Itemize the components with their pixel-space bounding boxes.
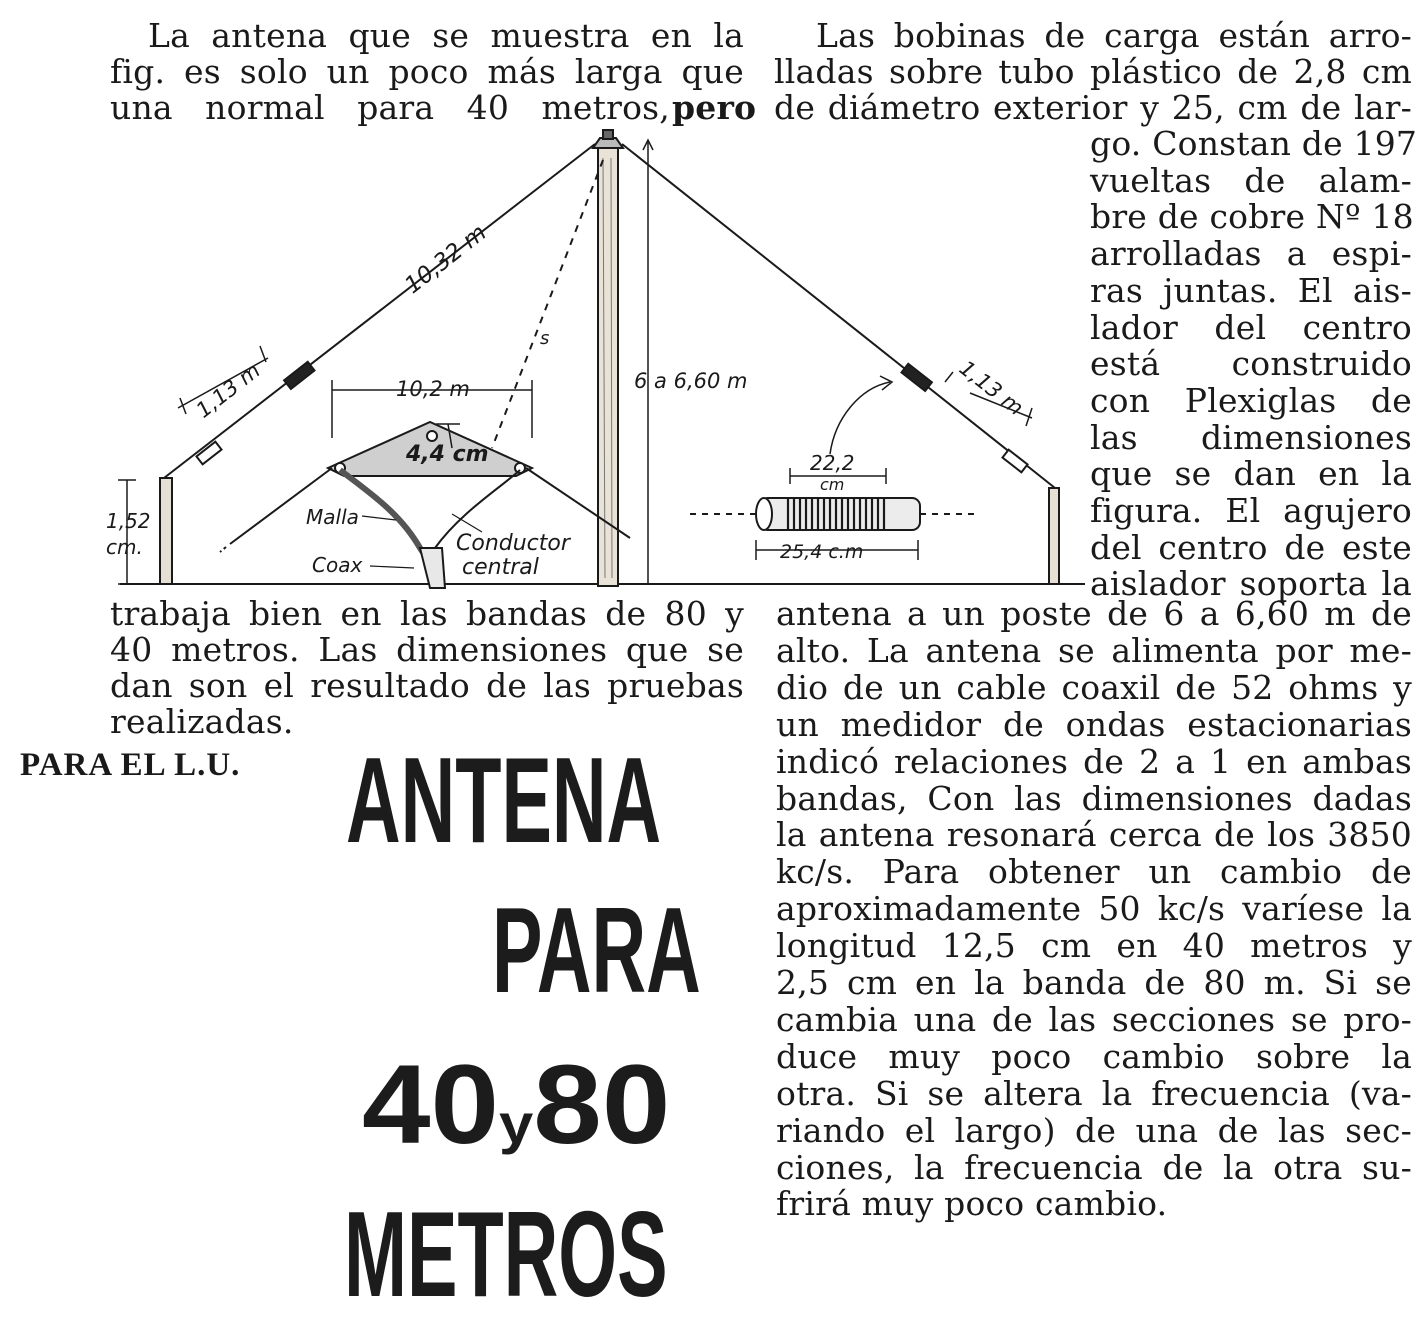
headline-line-3 bbox=[362, 1040, 670, 1169]
guy-line bbox=[492, 160, 603, 448]
label-hole-offset: 4,4 cm bbox=[406, 442, 489, 467]
right-loading-coil bbox=[901, 364, 931, 391]
label-malla: Malla bbox=[306, 505, 359, 529]
text-line: ciones, la frecuencia de la otra su- bbox=[776, 1147, 1412, 1187]
label-coil-winding-value: 22,2 bbox=[810, 451, 855, 475]
label-post-height-unit: cm. bbox=[106, 535, 143, 559]
text-line: frirá muy poco cambio. bbox=[776, 1184, 1168, 1224]
bold-word: pero bbox=[672, 88, 757, 127]
text-line: La antena que se muestra en la bbox=[148, 16, 744, 55]
label-conductor-1: Conductor bbox=[456, 531, 570, 556]
text-line: con Plexiglas de bbox=[1090, 380, 1412, 420]
right-wire bbox=[622, 144, 1055, 488]
coil-detail bbox=[760, 498, 920, 530]
text-line: antena a un poste de 6 a 6,60 m de bbox=[776, 594, 1412, 633]
text-line: arrolladas a espi- bbox=[1090, 234, 1412, 274]
label-section-right: 1,13 m bbox=[954, 355, 1028, 421]
label-guy-mark: s bbox=[540, 328, 550, 349]
text-line: realizadas. bbox=[110, 702, 294, 741]
label-section-left: 1,13 m bbox=[191, 358, 265, 423]
detail-arrow bbox=[830, 382, 890, 454]
text-line: una normal para 40 metros, bbox=[110, 88, 670, 127]
text-line: está construido bbox=[1090, 344, 1412, 384]
text-line: que se dan en la bbox=[1090, 454, 1412, 494]
text-line: vueltas de alam- bbox=[1090, 160, 1412, 200]
mast bbox=[598, 146, 618, 586]
text-line: riando el largo) de una de las sec- bbox=[776, 1110, 1412, 1150]
text-line: longitud 12,5 cm en 40 metros y bbox=[776, 926, 1412, 966]
text-line: indicó relaciones de 2 a 1 en ambas bbox=[776, 741, 1412, 781]
headline-number-40: 40 bbox=[362, 1042, 500, 1167]
text-line: ras juntas. El ais- bbox=[1090, 270, 1412, 310]
text-line: alto. La antena se alimenta por me- bbox=[776, 630, 1412, 670]
label-mast-height: 6 a 6,60 m bbox=[634, 369, 748, 393]
left-wire bbox=[164, 144, 595, 478]
left-end-post bbox=[160, 478, 172, 584]
headline-y: y bbox=[499, 1092, 534, 1155]
text-line: kc/s. Para obtener un cambio de bbox=[776, 852, 1412, 892]
text-line: del centro de este bbox=[1090, 527, 1412, 567]
right-end-post bbox=[1049, 488, 1059, 584]
headline-line-2: PARA bbox=[492, 882, 701, 1018]
headline-number-80: 80 bbox=[533, 1042, 671, 1167]
right-end-insulator bbox=[1002, 450, 1027, 473]
text-line: dio de un cable coaxil de 52 ohms y bbox=[776, 667, 1412, 707]
text-line: las dimensiones bbox=[1090, 417, 1412, 457]
text-line: bre de cobre Nº 18 bbox=[1090, 197, 1414, 237]
label-post-height-value: 1,52 bbox=[106, 509, 151, 533]
text-line: aislador soporta la bbox=[1090, 564, 1412, 604]
text-line: trabaja bien en las bandas de 80 y bbox=[110, 594, 744, 633]
label-conductor-2: central bbox=[462, 555, 539, 580]
text-line: dan son el resultado de las pruebas bbox=[110, 666, 744, 705]
text-line: otra. Si se altera la frecuencia (va- bbox=[776, 1073, 1412, 1113]
text-line: aproximadamente 50 kc/s varíese la bbox=[776, 889, 1412, 929]
text-line: bandas, Con las dimensiones dadas bbox=[776, 778, 1412, 818]
text-line: go. Constan de 197 bbox=[1090, 124, 1418, 163]
headline-line-1: ANTENA bbox=[346, 732, 662, 868]
label-coax: Coax bbox=[312, 553, 363, 577]
text-line: 40 metros. Las dimensiones que se bbox=[110, 630, 744, 669]
text-line: 2,5 cm en la banda de 80 m. Si se bbox=[776, 963, 1412, 1002]
label-coil-winding-unit: cm bbox=[820, 475, 845, 494]
text-line: figura. El agujero bbox=[1090, 491, 1412, 530]
text-line: un medidor de ondas estacionarias bbox=[776, 704, 1412, 744]
text-line: la antena resonará cerca de los 3850 bbox=[776, 815, 1412, 855]
left-loading-coil bbox=[284, 362, 314, 389]
label-wire-length: 10,32 m bbox=[400, 219, 492, 300]
label-coil-length: 25,4 c.m bbox=[780, 541, 864, 563]
label-insulator-width: 10,2 m bbox=[396, 377, 470, 401]
text-line: Las bobinas de carga están arro- bbox=[816, 16, 1412, 55]
headline-line-4: METROS bbox=[344, 1186, 668, 1322]
text-line: duce muy poco cambio sobre la bbox=[776, 1036, 1412, 1076]
text-line: de diámetro exterior y 25, cm de lar- bbox=[774, 88, 1412, 127]
text-line: cambia una de las secciones se pro- bbox=[776, 999, 1412, 1039]
antenna-diagram bbox=[100, 118, 1100, 600]
text-line: lladas sobre tubo plástico de 2,8 cm bbox=[774, 52, 1412, 91]
text-line: lador del centro bbox=[1090, 307, 1412, 347]
text-line: fig. es solo un poco más larga que bbox=[110, 52, 744, 91]
left-end-insulator bbox=[196, 442, 221, 465]
section-label: PARA EL L.U. bbox=[20, 747, 241, 783]
